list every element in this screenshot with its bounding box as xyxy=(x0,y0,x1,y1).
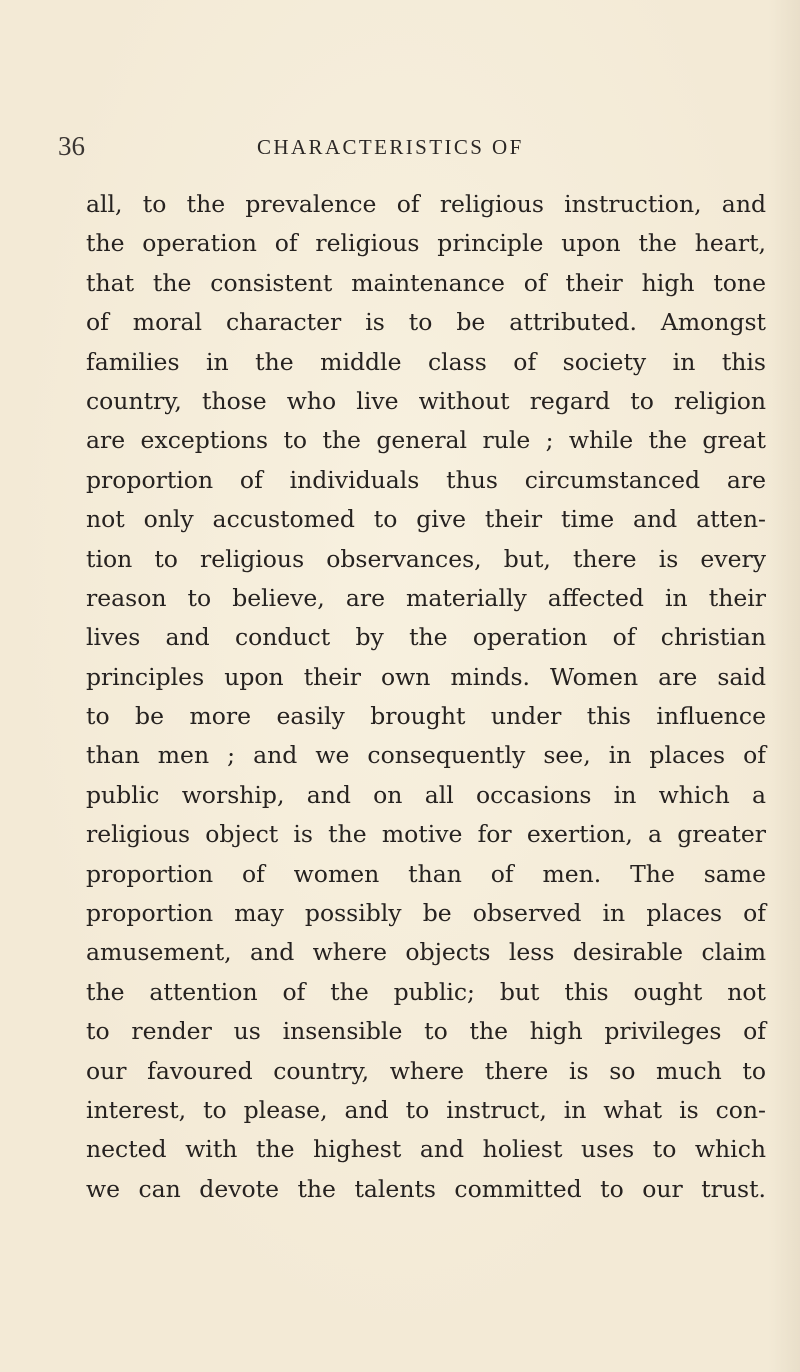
text-line: we can devote the talents committed to our trust. xyxy=(86,1174,766,1203)
text-line: proportion of individuals thus circumstanced are xyxy=(86,465,766,494)
text-line: not only accustomed to give their time and atten- xyxy=(86,505,766,534)
text-line: principles upon their own minds. Women are said xyxy=(86,662,766,691)
text-line: the attention of the public; but this ought not xyxy=(86,977,766,1006)
text-line: nected with the highest and holiest uses to which xyxy=(86,1135,766,1164)
text-line: than men ; and we consequently see, in places of xyxy=(86,741,766,770)
text-line: lives and conduct by the operation of christian xyxy=(86,623,766,652)
text-line: religious object is the motive for exertion, a greater xyxy=(86,820,766,849)
running-head xyxy=(0,128,800,168)
text-line: proportion of women than of men. The same xyxy=(86,859,766,888)
text-line: interest, to please, and to instruct, in what is con- xyxy=(86,1095,766,1124)
text-line: country, those who live without regard to religion xyxy=(86,386,766,415)
text-line: proportion may possibly be observed in places of xyxy=(86,899,766,928)
text-line: all, to the prevalence of religious instruction, and xyxy=(86,190,766,218)
text-line: are exceptions to the general rule ; while the great xyxy=(86,426,766,455)
text-line: the operation of religious principle upon the heart, xyxy=(86,229,766,258)
text-line: families in the middle class of society in this xyxy=(86,347,766,376)
text-line: to be more easily brought under this influence xyxy=(86,702,766,731)
body-text xyxy=(86,185,766,1209)
text-line: reason to believe, are materially affected in their xyxy=(86,583,766,612)
page-number: 36 xyxy=(58,131,85,161)
text-line: amusement, and where objects less desirable claim xyxy=(86,938,766,967)
text-line: tion to religious observances, but, there is every xyxy=(86,544,766,573)
running-title: CHARACTERISTICS OF xyxy=(257,135,524,159)
text-line: our favoured country, where there is so much to xyxy=(86,1056,766,1085)
text-line: that the consistent maintenance of their high tone xyxy=(86,268,766,297)
text-line: public worship, and on all occasions in which a xyxy=(86,780,766,809)
text-line: to render us insensible to the high privileges of xyxy=(86,1017,766,1046)
text-line: of moral character is to be attributed. Amongst xyxy=(86,308,766,337)
